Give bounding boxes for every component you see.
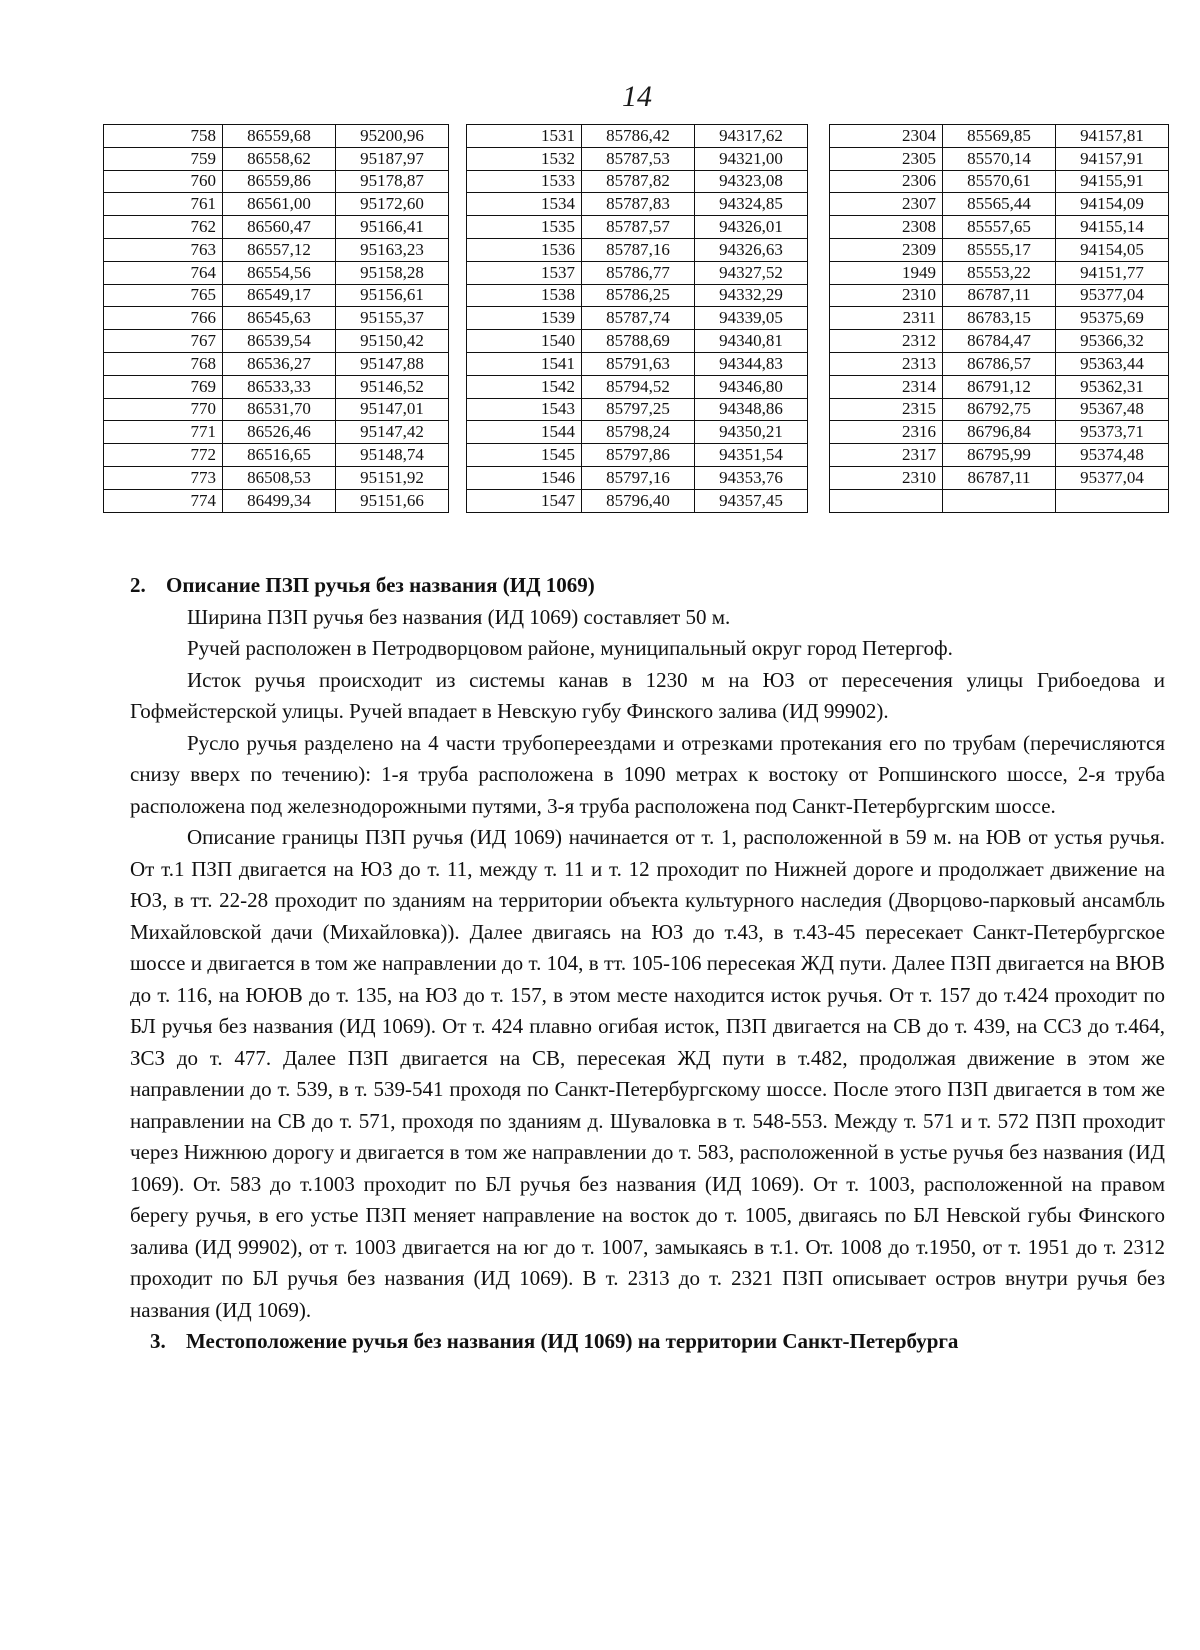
point-number-cell: 1539 <box>467 307 582 330</box>
table-row <box>830 330 1169 353</box>
x-coordinate-cell: 85787,82 <box>582 170 695 193</box>
x-coordinate-cell: 86545,63 <box>223 307 336 330</box>
y-coordinate-cell: 94154,09 <box>1056 193 1169 216</box>
y-coordinate-cell: 95148,74 <box>336 444 449 467</box>
x-coordinate-cell: 85786,42 <box>582 125 695 148</box>
point-number-cell: 2317 <box>830 444 943 467</box>
point-number-cell: 1533 <box>467 170 582 193</box>
x-coordinate-cell: 86787,11 <box>943 284 1056 307</box>
y-coordinate-cell: 94155,91 <box>1056 170 1169 193</box>
table-row <box>467 238 808 261</box>
y-coordinate-cell: 94326,63 <box>695 238 808 261</box>
y-coordinate-cell: 95166,41 <box>336 216 449 239</box>
point-number-cell: 2315 <box>830 398 943 421</box>
table-row <box>830 307 1169 330</box>
point-number-cell: 760 <box>104 170 223 193</box>
point-number-cell: 764 <box>104 261 223 284</box>
y-coordinate-cell: 95151,92 <box>336 466 449 489</box>
table-row <box>104 489 449 512</box>
point-number-cell: 1547 <box>467 489 582 512</box>
x-coordinate-cell: 86561,00 <box>223 193 336 216</box>
x-coordinate-cell: 85565,44 <box>943 193 1056 216</box>
table-row <box>467 216 808 239</box>
x-coordinate-cell: 86554,56 <box>223 261 336 284</box>
point-number-cell: 2311 <box>830 307 943 330</box>
point-number-cell: 765 <box>104 284 223 307</box>
x-coordinate-cell: 86549,17 <box>223 284 336 307</box>
x-coordinate-cell: 86536,27 <box>223 352 336 375</box>
table-row <box>830 284 1169 307</box>
coordinates-table-1 <box>103 124 449 513</box>
x-coordinate-cell: 86558,62 <box>223 147 336 170</box>
x-coordinate-cell: 86786,57 <box>943 352 1056 375</box>
table-row <box>467 284 808 307</box>
table-row <box>104 375 449 398</box>
section-3-number: 3. <box>150 1329 166 1353</box>
x-coordinate-cell: 86559,86 <box>223 170 336 193</box>
y-coordinate-cell: 95366,32 <box>1056 330 1169 353</box>
table-row <box>830 170 1169 193</box>
table-row <box>467 170 808 193</box>
x-coordinate-cell: 85786,77 <box>582 261 695 284</box>
table-row <box>830 375 1169 398</box>
point-number-cell: 773 <box>104 466 223 489</box>
y-coordinate-cell: 95158,28 <box>336 261 449 284</box>
point-number-cell: 759 <box>104 147 223 170</box>
point-number-cell: 762 <box>104 216 223 239</box>
y-coordinate-cell: 94344,83 <box>695 352 808 375</box>
table-row <box>104 261 449 284</box>
table-row <box>467 444 808 467</box>
point-number-cell: 771 <box>104 421 223 444</box>
y-coordinate-cell: 94353,76 <box>695 466 808 489</box>
x-coordinate-cell: 86795,99 <box>943 444 1056 467</box>
x-coordinate-cell: 85557,65 <box>943 216 1056 239</box>
point-number-cell: 1536 <box>467 238 582 261</box>
y-coordinate-cell: 94340,81 <box>695 330 808 353</box>
x-coordinate-cell: 85787,57 <box>582 216 695 239</box>
y-coordinate-cell: 94157,91 <box>1056 147 1169 170</box>
table-row <box>467 375 808 398</box>
point-number-cell: 1540 <box>467 330 582 353</box>
y-coordinate-cell: 94321,00 <box>695 147 808 170</box>
point-number-cell: 2308 <box>830 216 943 239</box>
y-coordinate-cell <box>1056 489 1169 512</box>
y-coordinate-cell: 95375,69 <box>1056 307 1169 330</box>
point-number-cell: 767 <box>104 330 223 353</box>
x-coordinate-cell: 86791,12 <box>943 375 1056 398</box>
x-coordinate-cell: 85786,25 <box>582 284 695 307</box>
x-coordinate-cell: 85791,63 <box>582 352 695 375</box>
table-row <box>104 238 449 261</box>
point-number-cell: 1546 <box>467 466 582 489</box>
x-coordinate-cell: 85797,16 <box>582 466 695 489</box>
section-3-title: Местоположение ручья без названия (ИД 1069) на территории Санкт-Петербурга <box>186 1329 959 1353</box>
table-row <box>830 125 1169 148</box>
y-coordinate-cell: 95172,60 <box>336 193 449 216</box>
point-number-cell <box>830 489 943 512</box>
x-coordinate-cell: 85794,52 <box>582 375 695 398</box>
point-number-cell: 1543 <box>467 398 582 421</box>
point-number-cell: 774 <box>104 489 223 512</box>
section-2-title: Описание ПЗП ручья без названия (ИД 1069) <box>166 573 595 597</box>
x-coordinate-cell: 85788,69 <box>582 330 695 353</box>
table-row <box>104 330 449 353</box>
x-coordinate-cell: 85569,85 <box>943 125 1056 148</box>
table-row <box>830 352 1169 375</box>
y-coordinate-cell: 95374,48 <box>1056 444 1169 467</box>
paragraph: Русло ручья разделено на 4 части трубопереездами и отрезками протекания его по трубам (перечисляются снизу вверх по течению): 1-я труба расположена в 1090 метрах к востоку от Ропшинского шоссе, 2-я труба расположена под железнодорожными путями, 3-я труба расположена под Санкт-Петербургским шоссе. <box>130 730 1165 818</box>
y-coordinate-cell: 94157,81 <box>1056 125 1169 148</box>
point-number-cell: 2310 <box>830 284 943 307</box>
point-number-cell: 2309 <box>830 238 943 261</box>
y-coordinate-cell: 95377,04 <box>1056 466 1169 489</box>
point-number-cell: 1534 <box>467 193 582 216</box>
x-coordinate-cell: 85555,17 <box>943 238 1056 261</box>
point-number-cell: 758 <box>104 125 223 148</box>
x-coordinate-cell: 86526,46 <box>223 421 336 444</box>
coordinates-table-2 <box>466 124 808 513</box>
y-coordinate-cell: 94327,52 <box>695 261 808 284</box>
table-row <box>104 444 449 467</box>
table-row <box>104 193 449 216</box>
table-row <box>467 352 808 375</box>
y-coordinate-cell: 95367,48 <box>1056 398 1169 421</box>
x-coordinate-cell: 86792,75 <box>943 398 1056 421</box>
x-coordinate-cell: 86787,11 <box>943 466 1056 489</box>
point-number-cell: 2310 <box>830 466 943 489</box>
x-coordinate-cell: 85787,16 <box>582 238 695 261</box>
point-number-cell: 1532 <box>467 147 582 170</box>
y-coordinate-cell: 94151,77 <box>1056 261 1169 284</box>
x-coordinate-cell: 85798,24 <box>582 421 695 444</box>
point-number-cell: 1541 <box>467 352 582 375</box>
y-coordinate-cell: 95362,31 <box>1056 375 1169 398</box>
table-row <box>830 238 1169 261</box>
point-number-cell: 763 <box>104 238 223 261</box>
point-number-cell: 1545 <box>467 444 582 467</box>
table-row <box>467 261 808 284</box>
table-row <box>830 261 1169 284</box>
point-number-cell: 1949 <box>830 261 943 284</box>
y-coordinate-cell: 94348,86 <box>695 398 808 421</box>
table-row <box>467 193 808 216</box>
x-coordinate-cell: 86531,70 <box>223 398 336 421</box>
table-row <box>830 147 1169 170</box>
point-number-cell: 2312 <box>830 330 943 353</box>
table-row <box>830 216 1169 239</box>
section-2-number: 2. <box>130 573 146 597</box>
table-row <box>104 147 449 170</box>
paragraph: Исток ручья происходит из системы канав в 1230 м на ЮЗ от пересечения улицы Грибоедова и Гофмейстерской улицы. Ручей впадает в Невскую губу Финского залива (ИД 99902). <box>130 667 1165 723</box>
point-number-cell: 1535 <box>467 216 582 239</box>
point-number-cell: 2304 <box>830 125 943 148</box>
point-number-cell: 2314 <box>830 375 943 398</box>
table-row <box>830 193 1169 216</box>
x-coordinate-cell: 85787,74 <box>582 307 695 330</box>
x-coordinate-cell: 86559,68 <box>223 125 336 148</box>
y-coordinate-cell: 94357,45 <box>695 489 808 512</box>
table-row <box>104 125 449 148</box>
y-coordinate-cell: 95150,42 <box>336 330 449 353</box>
x-coordinate-cell: 86783,15 <box>943 307 1056 330</box>
y-coordinate-cell: 95147,88 <box>336 352 449 375</box>
table-row <box>467 125 808 148</box>
section-2 <box>130 570 1165 1358</box>
y-coordinate-cell: 95187,97 <box>336 147 449 170</box>
point-number-cell: 2307 <box>830 193 943 216</box>
y-coordinate-cell: 95377,04 <box>1056 284 1169 307</box>
table-row <box>467 466 808 489</box>
x-coordinate-cell: 86516,65 <box>223 444 336 467</box>
x-coordinate-cell: 86539,54 <box>223 330 336 353</box>
page-number: 14 <box>622 80 652 113</box>
point-number-cell: 1542 <box>467 375 582 398</box>
y-coordinate-cell: 94317,62 <box>695 125 808 148</box>
point-number-cell: 2316 <box>830 421 943 444</box>
x-coordinate-cell: 85553,22 <box>943 261 1056 284</box>
y-coordinate-cell: 94346,80 <box>695 375 808 398</box>
x-coordinate-cell: 85797,25 <box>582 398 695 421</box>
y-coordinate-cell: 94351,54 <box>695 444 808 467</box>
x-coordinate-cell: 85787,53 <box>582 147 695 170</box>
coordinates-table-3 <box>829 124 1169 513</box>
table-row <box>467 398 808 421</box>
y-coordinate-cell: 95363,44 <box>1056 352 1169 375</box>
section-3-heading <box>150 1326 1165 1358</box>
table-row <box>104 466 449 489</box>
table-row <box>104 170 449 193</box>
y-coordinate-cell: 95200,96 <box>336 125 449 148</box>
y-coordinate-cell: 95156,61 <box>336 284 449 307</box>
point-number-cell: 2313 <box>830 352 943 375</box>
table-row <box>467 307 808 330</box>
table-row <box>104 284 449 307</box>
y-coordinate-cell: 95151,66 <box>336 489 449 512</box>
y-coordinate-cell: 95373,71 <box>1056 421 1169 444</box>
x-coordinate-cell: 86796,84 <box>943 421 1056 444</box>
y-coordinate-cell: 94332,29 <box>695 284 808 307</box>
y-coordinate-cell: 95146,52 <box>336 375 449 398</box>
point-number-cell: 1538 <box>467 284 582 307</box>
point-number-cell: 769 <box>104 375 223 398</box>
section-2-heading <box>130 570 1165 602</box>
table-row <box>830 444 1169 467</box>
table-row <box>830 421 1169 444</box>
table-row <box>104 421 449 444</box>
x-coordinate-cell: 85570,61 <box>943 170 1056 193</box>
y-coordinate-cell: 94154,05 <box>1056 238 1169 261</box>
point-number-cell: 770 <box>104 398 223 421</box>
table-row <box>104 216 449 239</box>
y-coordinate-cell: 95147,42 <box>336 421 449 444</box>
point-number-cell: 772 <box>104 444 223 467</box>
point-number-cell: 766 <box>104 307 223 330</box>
point-number-cell: 1544 <box>467 421 582 444</box>
point-number-cell: 768 <box>104 352 223 375</box>
table-row <box>104 307 449 330</box>
table-row <box>830 398 1169 421</box>
x-coordinate-cell: 86533,33 <box>223 375 336 398</box>
table-row <box>467 147 808 170</box>
y-coordinate-cell: 94326,01 <box>695 216 808 239</box>
x-coordinate-cell: 86499,34 <box>223 489 336 512</box>
y-coordinate-cell: 95163,23 <box>336 238 449 261</box>
y-coordinate-cell: 95155,37 <box>336 307 449 330</box>
point-number-cell: 2305 <box>830 147 943 170</box>
x-coordinate-cell: 86557,12 <box>223 238 336 261</box>
table-row <box>830 489 1169 512</box>
y-coordinate-cell: 94323,08 <box>695 170 808 193</box>
point-number-cell: 761 <box>104 193 223 216</box>
point-number-cell: 2306 <box>830 170 943 193</box>
x-coordinate-cell: 86508,53 <box>223 466 336 489</box>
point-number-cell: 1531 <box>467 125 582 148</box>
x-coordinate-cell: 85787,83 <box>582 193 695 216</box>
y-coordinate-cell: 95178,87 <box>336 170 449 193</box>
table-row <box>467 330 808 353</box>
table-row <box>104 352 449 375</box>
point-number-cell: 1537 <box>467 261 582 284</box>
x-coordinate-cell <box>943 489 1056 512</box>
x-coordinate-cell: 86784,47 <box>943 330 1056 353</box>
table-row <box>104 398 449 421</box>
paragraph: Ширина ПЗП ручья без названия (ИД 1069) составляет 50 м. <box>187 604 731 629</box>
table-row <box>467 489 808 512</box>
table-row <box>830 466 1169 489</box>
table-row <box>467 421 808 444</box>
x-coordinate-cell: 85796,40 <box>582 489 695 512</box>
y-coordinate-cell: 94324,85 <box>695 193 808 216</box>
y-coordinate-cell: 94339,05 <box>695 307 808 330</box>
paragraph: Ручей расположен в Петродворцовом районе, муниципальный округ город Петергоф. <box>187 636 953 660</box>
x-coordinate-cell: 86560,47 <box>223 216 336 239</box>
x-coordinate-cell: 85570,14 <box>943 147 1056 170</box>
y-coordinate-cell: 94155,14 <box>1056 216 1169 239</box>
paragraph: Описание границы ПЗП ручья (ИД 1069) начинается от т. 1, расположенной в 59 м. на ЮВ от устья ручья. От т.1 ПЗП двигается на ЮЗ до т. 11, между т. 11 и т. 12 проходит по Нижней дороге и продолжает движение на ЮЗ, в тт. 22-28 проходит по зданиям на территории объекта культурного наследия (Дворцово-парковый ансамбль Михайловской дачи (Михайловка)). Далее двигаясь на ЮЗ до т.43, в т.43-45 пересекает Санкт-Петербургское шоссе и двигается в том же направлении до т. 104, в тт. 105-106 пересекая ЖД пути. Далее ПЗП двигается на ВЮВ до т. 116, на ЮЮВ до т. 135, на ЮЗ до т. 157, в этом месте находится исток ручья. От т. 157 до т.424 проходит по БЛ ручья без названия (ИД 1069). От т. 424 плавно огибая исток, ПЗП двигается на СВ до т. 439, на ССЗ до т.464, ЗСЗ до т. 477. Далее ПЗП двигается на СВ, пересекая ЖД пути в т.482, продолжая движение в этом же направлении до т. 539, в т. 539-541 проходя по Санкт-Петербургскому шоссе. После этого ПЗП двигается в том же направлении на СВ до т. 571, проходя по зданиям д. Шуваловка в т. 548-553. Между т. 571 и т. 572 ПЗП проходит через Нижнюю дорогу и двигается в том же направлении до т. 583, расположенной в устье ручья без названия (ИД 1069). От. 583 до т.1003 проходит по БЛ ручья без названия (ИД 1069). От т. 1003, расположенной на правом берегу ручья, в его устье ПЗП меняет направление на восток до т. 1005, двигаясь по БЛ Невской губы Финского залива (ИД 99902), от т. 1003 двигается на юг до т. 1007, замыкаясь в т.1. От. 1008 до т.1950, от т. 1951 до т. 2312 проходит по БЛ ручья без названия (ИД 1069). В т. 2313 до т. 2321 ПЗП описывает остров внутри ручья без названия (ИД 1069). <box>130 825 1165 1322</box>
x-coordinate-cell: 85797,86 <box>582 444 695 467</box>
y-coordinate-cell: 94350,21 <box>695 421 808 444</box>
y-coordinate-cell: 95147,01 <box>336 398 449 421</box>
